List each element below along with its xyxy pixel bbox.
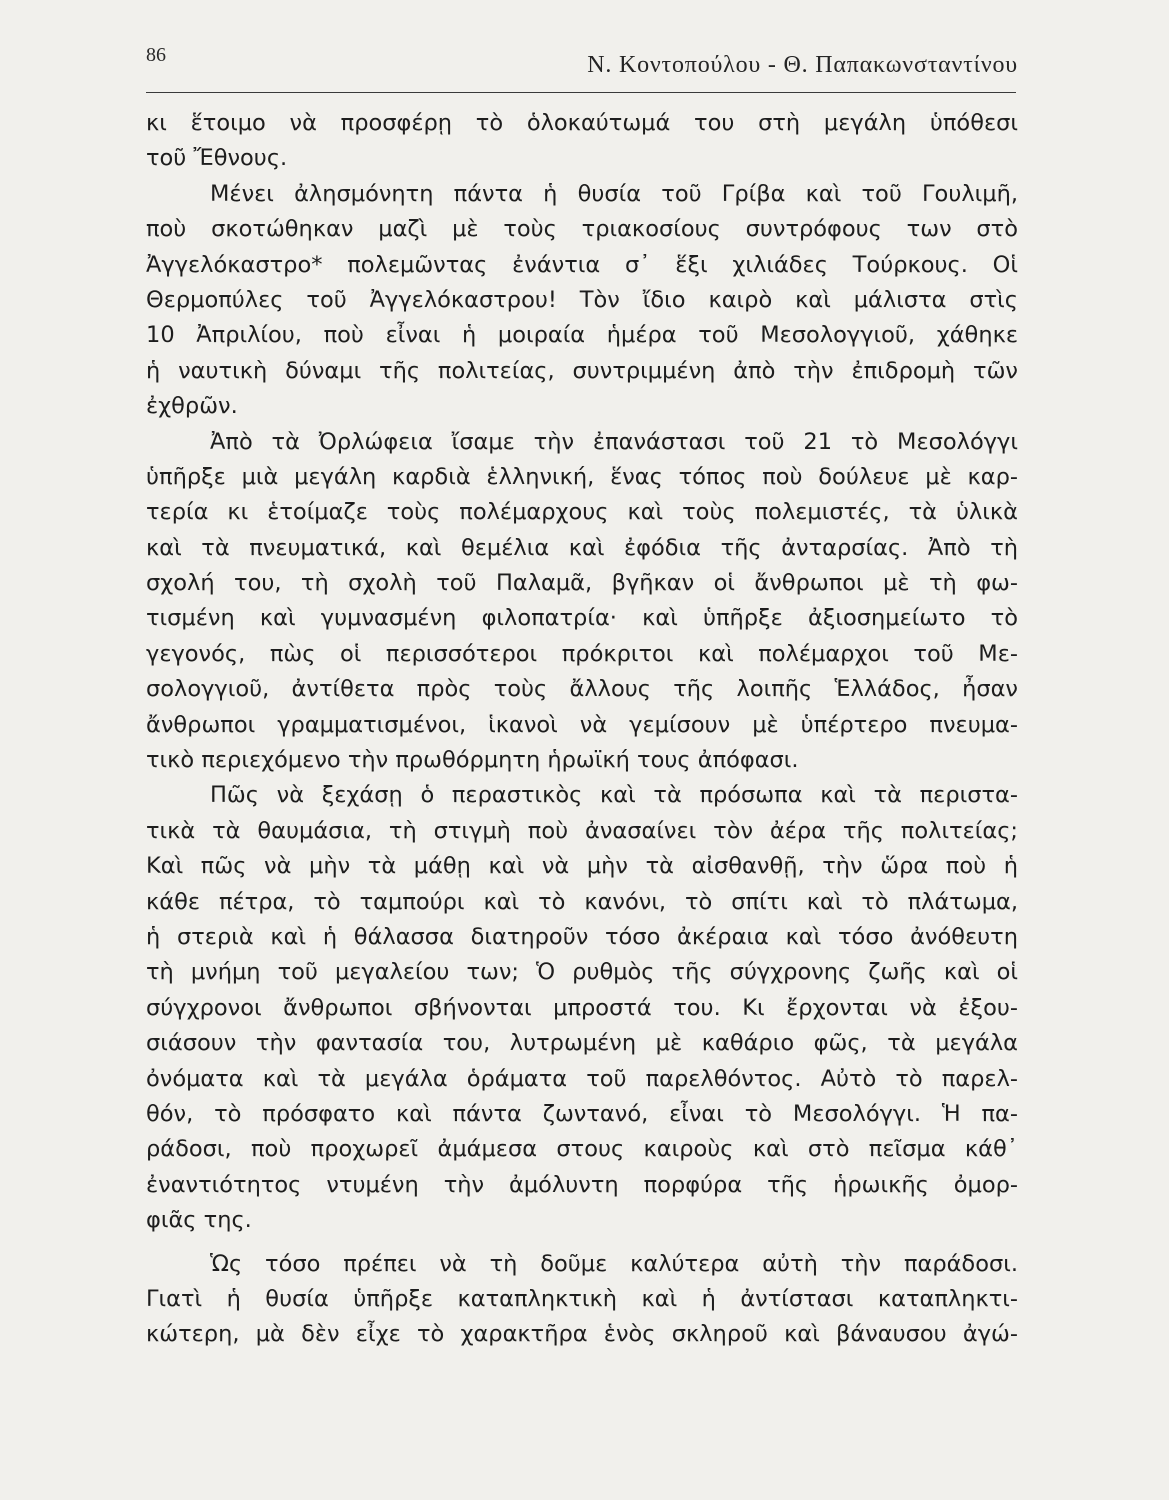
- text-line: Πῶς νὰ ξεχάσῃ ὁ περαστικὸς καὶ τὰ πρόσωπα καὶ τὰ περιστα-: [210, 782, 1018, 809]
- text-line: ἄνθρωποι γραμματισμένοι, ἱκανοὶ νὰ γεμίσουν μὲ ὑπέρτερο πνευμα-: [146, 711, 1018, 738]
- text-line: Καὶ πῶς νὰ μὴν τὰ μάθῃ καὶ νὰ μὴν τὰ αἰσθανθῇ, τὴν ὥρα ποὺ ἡ: [146, 853, 1018, 880]
- text-line: καὶ τὰ πνευματικά, καὶ θεμέλια καὶ ἐφόδια τῆς ἀνταρσίας. Ἀπὸ τὴ: [146, 534, 1018, 561]
- header-rule: [146, 92, 1016, 93]
- text-line: θόν, τὸ πρόσφατο καὶ πάντα ζωντανό, εἶναι τὸ Μεσολόγγι. Ἡ πα-: [146, 1100, 1018, 1127]
- text-line: ἐχθρῶν.: [146, 393, 238, 420]
- text-line: τερία κι ἑτοίμαζε τοὺς πολέμαρχους καὶ τοὺς πολεμιστές, τὰ ὑλικὰ: [146, 499, 1018, 526]
- page-header: [146, 40, 1018, 92]
- text-line: Θερμοπύλες τοῦ Ἀγγελόκαστρου! Τὸν ἴδιο καιρὸ καὶ μάλιστα στὶς: [146, 286, 1018, 313]
- text-line: κάθε πέτρα, τὸ ταμπούρι καὶ τὸ κανόνι, τὸ σπίτι καὶ τὸ πλάτωμα,: [146, 888, 1018, 915]
- text-line: τὴ μνήμη τοῦ μεγαλείου των; Ὁ ρυθμὸς τῆς σύγχρονης ζωῆς καὶ οἱ: [146, 959, 1018, 986]
- body-text: [146, 106, 1018, 1353]
- text-line: τισμένη καὶ γυμνασμένη φιλοπατρία· καὶ ὑπῆρξε ἀξιοσημείωτο τὸ: [146, 605, 1018, 632]
- text-line: Ἀγγελόκαστρο* πολεμῶντας ἐνάντια σ᾿ ἕξι χιλιάδες Τούρκους. Οἱ: [146, 251, 1018, 278]
- text-line: κώτερη, μὰ δὲν εἶχε τὸ χαρακτῆρα ἑνὸς σκληροῦ καὶ βάναυσου ἀγώ-: [146, 1321, 1018, 1348]
- text-line: ὀνόματα καὶ τὰ μεγάλα ὁράματα τοῦ παρελθόντος. Αὐτὸ τὸ παρελ-: [146, 1065, 1018, 1092]
- text-line: ποὺ σκοτώθηκαν μαζὶ μὲ τοὺς τριακοσίους συντρόφους των στὸ: [146, 216, 1018, 243]
- page-number: 86: [146, 44, 166, 66]
- text-line: τοῦ Ἔθνους.: [146, 145, 288, 172]
- text-line: ὑπῆρξε μιὰ μεγάλη καρδιὰ ἑλληνική, ἕνας τόπος ποὺ δούλευε μὲ καρ-: [146, 463, 1018, 490]
- text-line: ἡ ναυτικὴ δύναμι τῆς πολιτείας, συντριμμένη ἀπὸ τὴν ἐπιδρομὴ τῶν: [146, 357, 1018, 384]
- text-line: ἐναντιότητος ντυμένη τὴν ἀμόλυντη πορφύρα τῆς ἡρωικῆς ὀμορ-: [146, 1171, 1018, 1198]
- text-line: κι ἕτοιμο νὰ προσφέρῃ τὸ ὁλοκαύτωμά του στὴ μεγάλη ὑπόθεσι: [146, 110, 1018, 136]
- text-line: σολογγιοῦ, ἀντίθετα πρὸς τοὺς ἄλλους τῆς λοιπῆς Ἑλλάδος, ἦσαν: [146, 676, 1018, 703]
- text-line: γεγονός, πὼς οἱ περισσότεροι πρόκριτοι καὶ πολέμαρχοι τοῦ Με-: [146, 640, 1018, 667]
- text-line: ἡ στεριὰ καὶ ἡ θάλασσα διατηροῦν τόσο ἀκέραια καὶ τόσο ἀνόθευτη: [146, 923, 1018, 950]
- text-line: τικὸ περιεχόμενο τὴν πρωθόρμητη ἡρωϊκή τους ἀπόφασι.: [146, 747, 799, 774]
- text-line: Μένει ἀλησμόνητη πάντα ἡ θυσία τοῦ Γρίβα καὶ τοῦ Γουλιμῆ,: [210, 180, 1018, 207]
- running-head: Ν. Κοντοπούλου - Θ. Παπακωνσταντίνου: [587, 52, 1018, 78]
- text-line: Ἀπὸ τὰ Ὀρλώφεια ἴσαμε τὴν ἐπανάστασι τοῦ 21 τὸ Μεσολόγγι: [210, 428, 1018, 455]
- text-line: Γιατὶ ἡ θυσία ὑπῆρξε καταπληκτικὴ καὶ ἡ ἀντίστασι καταπληκτι-: [146, 1285, 1018, 1312]
- text-line: ράδοσι, ποὺ προχωρεῖ ἀμάμεσα στους καιροὺς καὶ στὸ πεῖσμα κάθ᾿: [146, 1136, 1018, 1163]
- text-line: σύγχρονοι ἄνθρωποι σβήνονται μπροστά του. Κι ἔρχονται νὰ ἐξου-: [146, 994, 1018, 1021]
- text-line: τικὰ τὰ θαυμάσια, τὴ στιγμὴ ποὺ ἀνασαίνει τὸν ἀέρα τῆς πολιτείας;: [146, 817, 1018, 844]
- text-line: Ὡς τόσο πρέπει νὰ τὴ δοῦμε καλύτερα αὐτὴ τὴν παράδοσι.: [210, 1250, 1018, 1277]
- text-line: σχολή του, τὴ σχολὴ τοῦ Παλαμᾶ, βγῆκαν οἱ ἄνθρωποι μὲ τὴ φω-: [146, 570, 1018, 597]
- text-line: φιᾶς της.: [146, 1207, 252, 1234]
- text-line: σιάσουν τὴν φαντασία του, λυτρωμένη μὲ καθάριο φῶς, τὰ μεγάλα: [146, 1030, 1018, 1057]
- text-line: 10 Ἀπριλίου, ποὺ εἶναι ἡ μοιραία ἡμέρα τοῦ Μεσολογγιοῦ, χάθηκε: [146, 322, 1018, 349]
